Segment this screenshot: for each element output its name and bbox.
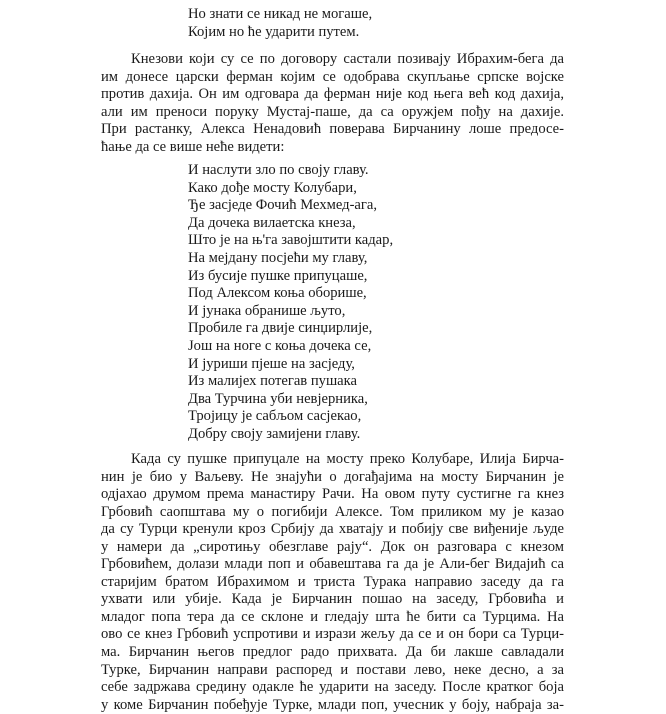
paragraph-1 xyxy=(101,51,564,156)
paragraph-line: у намери да „сиротињу обезглаве рају“. Док он разговара с кнезом xyxy=(101,538,564,555)
paragraph-line: али им преноси поруку Мустај-паше, да са оружјем пођу на дахије. xyxy=(101,103,564,120)
verse-line: Добру своју замијени главу. xyxy=(188,425,361,442)
verse-top xyxy=(188,6,372,41)
paragraph-line: нин је био у Ваљеву. Не знајући о догађајима на мосту Бирчанин је xyxy=(101,468,564,485)
paragraph-line: При растанку, Алекса Ненадовић поверава Бирчанину лоше предосе- xyxy=(101,121,564,138)
verse-line: Којим но ће ударити путем. xyxy=(188,23,360,40)
paragraph-line: Турке, Бирчанин направи распоред и постави лево, неке десно, а за xyxy=(101,661,564,678)
verse-line: И јунака обранише љуто, xyxy=(188,302,346,319)
paragraph-line: одјахао друмом према манастиру Рачи. На овом путу сустигне га кнез xyxy=(101,486,564,503)
verse-line: Како дође мосту Колубари, xyxy=(188,179,357,196)
verse-line: Пробиле га двије синџирлије, xyxy=(188,320,373,337)
paragraph-line: против дахија. Он им одговара да ферман није код њега већ код дахија, xyxy=(101,86,564,103)
paragraph-line: Грбовић саопштава му о погибији Алексе. Том приликом му је казао xyxy=(101,503,564,520)
paragraph-line: ухвати или убије. Када је Бирчанин пошао на заседу, Грбовића и xyxy=(101,591,564,608)
paragraph-line: им донесе царски ферман којим се одобрава скупљање српске војске xyxy=(101,68,564,85)
verse-line: Из бусије пушке припуцаше, xyxy=(188,267,368,284)
verse-line: Да дочека вилаетска кнеза, xyxy=(188,214,356,231)
verse-line: И јуриши пјеше на засједу, xyxy=(188,355,355,372)
paragraph-line: Кнезови који су се по договору састали позивају Ибрахим-бега да xyxy=(131,51,564,67)
paragraph-line: ма. Бирчанин његов предлог радо прихвата. Да би лакше савладали xyxy=(101,644,564,661)
verse-line: И наслути зло по своју главу. xyxy=(188,162,369,178)
verse-line: На мејдану посјећи му главу, xyxy=(188,249,368,266)
verse-line: Још на ноге с коња дочека се, xyxy=(188,337,372,354)
paragraph-line: да су Турци кренули кроз Србију да хватају и побију све виђеније људе xyxy=(101,521,564,538)
verse-main xyxy=(188,162,393,444)
verse-line: Што је на њ'га завојштити кадар, xyxy=(188,232,394,249)
verse-line: Тројицу је сабљом сасјекао, xyxy=(188,408,362,425)
paragraph-line: младог попа тера да се склоне и гледају шта ће бити са Турцима. На xyxy=(101,608,564,625)
verse-line: Под Алексом коња оборише, xyxy=(188,285,367,302)
verse-line: Но знати се никад не могаше, xyxy=(188,6,373,22)
paragraph-line: старијим братом Ибрахимом и триста Турака направио заседу да га xyxy=(101,573,564,590)
paragraph-line: ово се кнез Грбовић успротиви и изрази жељу да се и он бори са Турци- xyxy=(101,626,564,643)
paragraph-line: Грбовићем, долази млади поп и обавештава га да је Али-бег Видајић са xyxy=(101,556,564,573)
paragraph-2 xyxy=(101,451,564,714)
verse-line: Ђе засједе Фочић Мехмед-ага, xyxy=(188,197,378,214)
paragraph-line: у коме Бирчанин побеђује Турке, млади поп, учесник у боју, набраја за- xyxy=(101,696,564,713)
paragraph-line: ћање да се више неће видети: xyxy=(101,138,285,155)
paragraph-line: себе задржава средину одакле ће ударити на заседу. После кратког боја xyxy=(101,679,564,696)
verse-line: Из малијех потегав пушака xyxy=(188,373,358,390)
paragraph-line: Када су пушке припуцале на мосту преко Колубаре, Илија Бирча- xyxy=(131,451,564,467)
verse-line: Два Турчина уби невјерника, xyxy=(188,390,368,407)
